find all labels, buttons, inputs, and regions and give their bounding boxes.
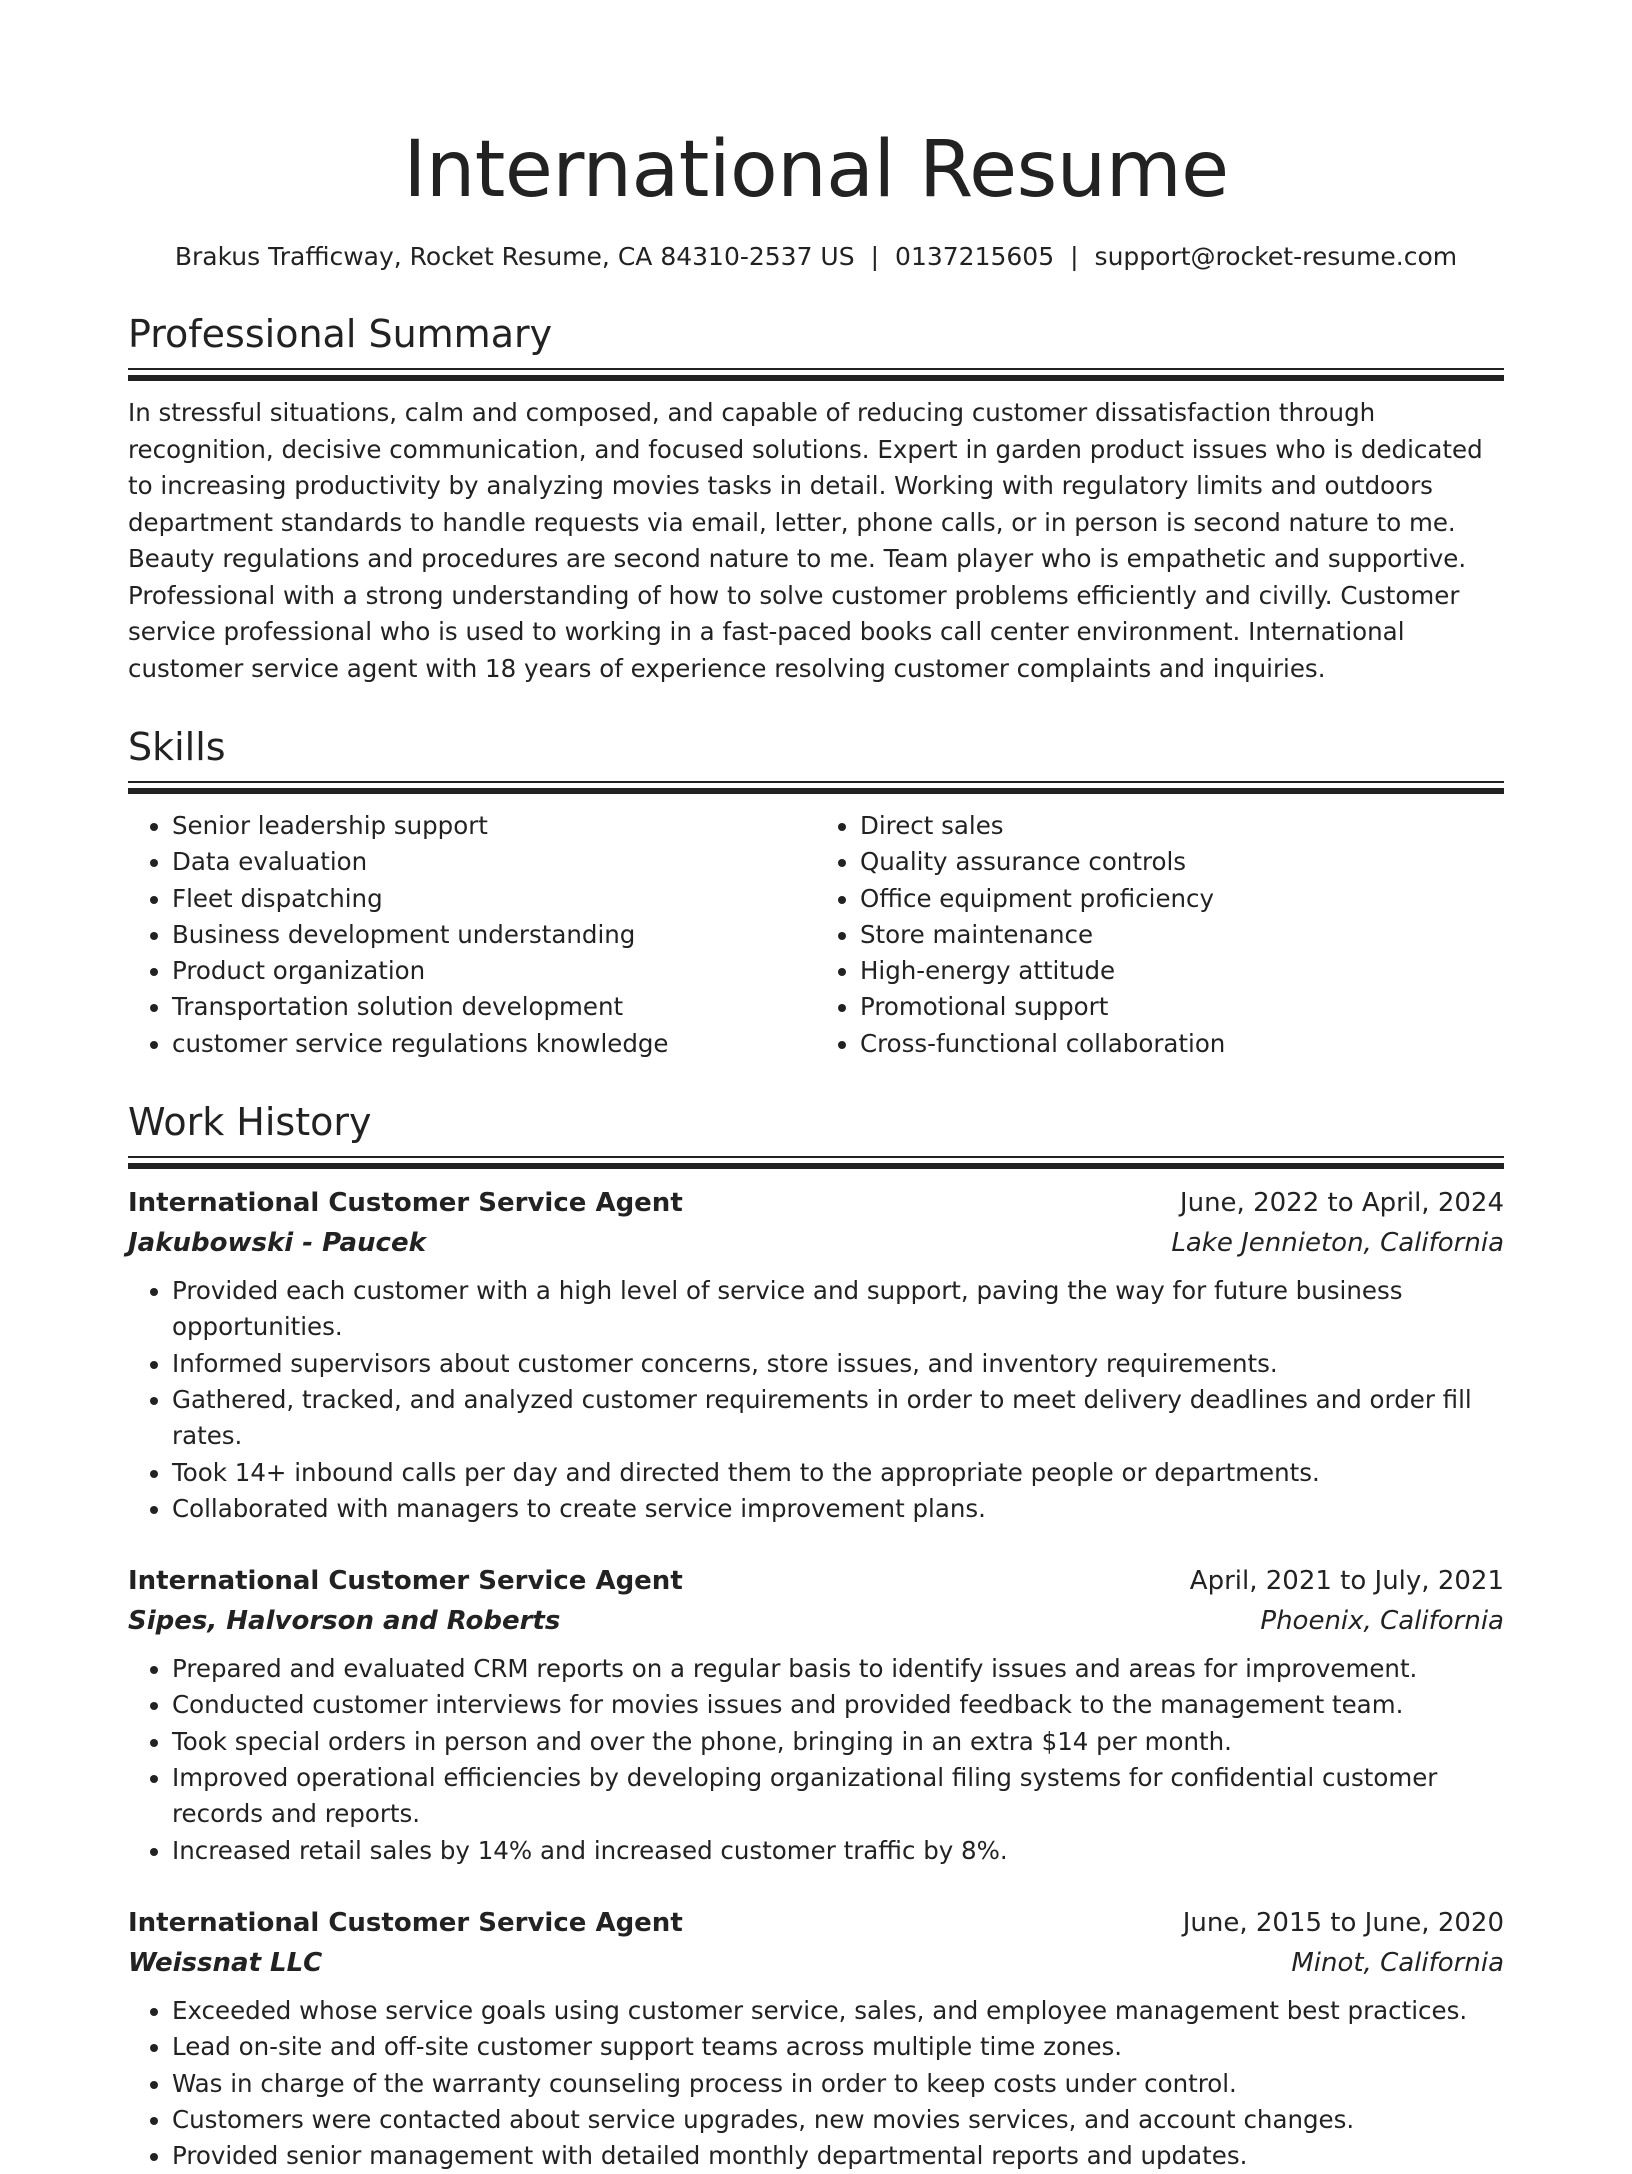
job-bullet: • Informed supervisors about customer concerns, store issues, and inventory requirements. <box>172 1346 1504 1382</box>
contact-email: support@rocket-resume.com <box>1094 242 1458 271</box>
contact-separator: | <box>1070 242 1079 271</box>
job-bullet: • Conducted customer interviews for movies issues and provided feedback to the management team. <box>172 1687 1504 1723</box>
contact-separator: | <box>870 242 880 271</box>
job-bullet: • Increased retail sales by 14% and increased customer traffic by 8%. <box>172 1833 1504 1869</box>
skills-columns <box>128 808 1504 1062</box>
skills-column-left <box>128 808 816 1062</box>
resume-title: International Resume <box>403 125 1229 215</box>
job-company-row <box>128 1943 1504 1983</box>
job-bullet: • Prepared and evaluated CRM reports on a regular basis to identify issues and areas for improvement. <box>172 1651 1504 1687</box>
job-company-row <box>128 1223 1504 1263</box>
job-header-row <box>128 1183 1504 1223</box>
skill-item: • High-energy attitude <box>860 953 1504 989</box>
job-bullet: • Lead on-site and off-site customer support teams across multiple time zones. <box>172 2029 1504 2065</box>
job-company: Jakubowski - Paucek <box>128 1228 426 1259</box>
job-title: International Customer Service Agent <box>128 1907 683 1938</box>
skill-item: • Quality assurance controls <box>860 844 1504 880</box>
job-dates: June, 2015 to June, 2020 <box>1182 1907 1504 1938</box>
job-entry <box>128 1561 1504 1869</box>
job-company: Weissnat LLC <box>128 1947 323 1978</box>
skill-item: • Transportation solution development <box>172 989 816 1025</box>
skill-item: • Senior leadership support <box>172 808 816 844</box>
section-title-work-history: Work History <box>128 1100 372 1145</box>
section-divider <box>128 781 1504 794</box>
work-history-section <box>128 1098 1504 2174</box>
job-company: Sipes, Halvorson and Roberts <box>128 1606 561 1637</box>
job-bullets <box>128 1273 1504 1527</box>
section-divider <box>128 368 1504 381</box>
job-bullet: • Provided each customer with a high level of service and support, paving the way for future business opportunities. <box>172 1273 1504 1346</box>
job-dates: June, 2022 to April, 2024 <box>1179 1188 1504 1219</box>
job-company-row <box>128 1601 1504 1641</box>
job-bullets <box>128 1651 1504 1869</box>
job-bullet: • Collaborated with managers to create service improvement plans. <box>172 1491 1504 1527</box>
job-header-row <box>128 1903 1504 1943</box>
skill-item: • Store maintenance <box>860 917 1504 953</box>
section-title-skills: Skills <box>128 725 226 769</box>
skill-item: • Cross-functional collaboration <box>860 1026 1504 1062</box>
section-divider <box>128 1156 1504 1169</box>
skill-item: • Promotional support <box>860 989 1504 1025</box>
skills-section <box>128 723 1504 1062</box>
job-bullet: • Provided senior management with detailed monthly departmental reports and updates. <box>172 2138 1504 2174</box>
job-location: Minot, California <box>1291 1947 1504 1978</box>
job-bullet: • Took special orders in person and over the phone, bringing in an extra $14 per month. <box>172 1724 1504 1760</box>
job-bullet: • Was in charge of the warranty counseling process in order to keep costs under control. <box>172 2066 1504 2102</box>
skill-item: • Fleet dispatching <box>172 881 816 917</box>
job-dates: April, 2021 to July, 2021 <box>1189 1566 1504 1597</box>
skill-item: • Business development understanding <box>172 917 816 953</box>
job-bullet: • Improved operational efficiencies by developing organizational filing systems for confidential customer records and reports. <box>172 1760 1504 1833</box>
job-entry <box>128 1903 1504 2174</box>
job-header-row <box>128 1561 1504 1601</box>
skill-item: • Office equipment proficiency <box>860 881 1504 917</box>
job-bullets <box>128 1993 1504 2174</box>
job-bullet: • Took 14+ inbound calls per day and directed them to the appropriate people or departments. <box>172 1455 1504 1491</box>
job-location: Lake Jennieton, California <box>1171 1228 1504 1259</box>
section-title-summary: Professional Summary <box>128 312 553 356</box>
job-title: International Customer Service Agent <box>128 1566 683 1597</box>
skill-item: • Data evaluation <box>172 844 816 880</box>
job-title: International Customer Service Agent <box>128 1188 683 1219</box>
job-bullet: • Exceeded whose service goals using customer service, sales, and employee management best practices. <box>172 1993 1504 2029</box>
contact-phone: 0137215605 <box>895 242 1055 271</box>
contact-address: Brakus Trafficway, Rocket Resume, CA 84310-2537 US <box>174 242 855 271</box>
skill-item: • Direct sales <box>860 808 1504 844</box>
job-entry <box>128 1183 1504 1527</box>
summary-text: In stressful situations, calm and composed, and capable of reducing customer dissatisfaction through recognition, decisive communication, and focused solutions. Expert in garden product issues who is dedicated to increasing productivity by analyzing movies tasks in detail. Working with regulatory limits and outdoors department standards to handle requests via email, letter, phone calls, or in person is second nature to me. Beauty regulations and procedures are second nature to me. Team player who is empathetic and supportive. Professional with a strong understanding of how to solve customer problems efficiently and civilly. Customer service professional who is used to working in a fast-paced books call center environment. International customer service agent with 18 years of experience resolving customer complaints and inquiries. <box>128 398 1483 683</box>
skill-item: • customer service regulations knowledge <box>172 1026 816 1062</box>
job-bullet: • Customers were contacted about service upgrades, new movies services, and account changes. <box>172 2102 1504 2138</box>
job-bullet: • Gathered, tracked, and analyzed customer requirements in order to meet delivery deadlines and order fill rates. <box>172 1382 1504 1455</box>
skill-item: • Product organization <box>172 953 816 989</box>
contact-line <box>128 240 1504 274</box>
skills-column-right <box>816 808 1504 1062</box>
job-location: Phoenix, California <box>1260 1606 1504 1637</box>
summary-section <box>128 310 1504 687</box>
